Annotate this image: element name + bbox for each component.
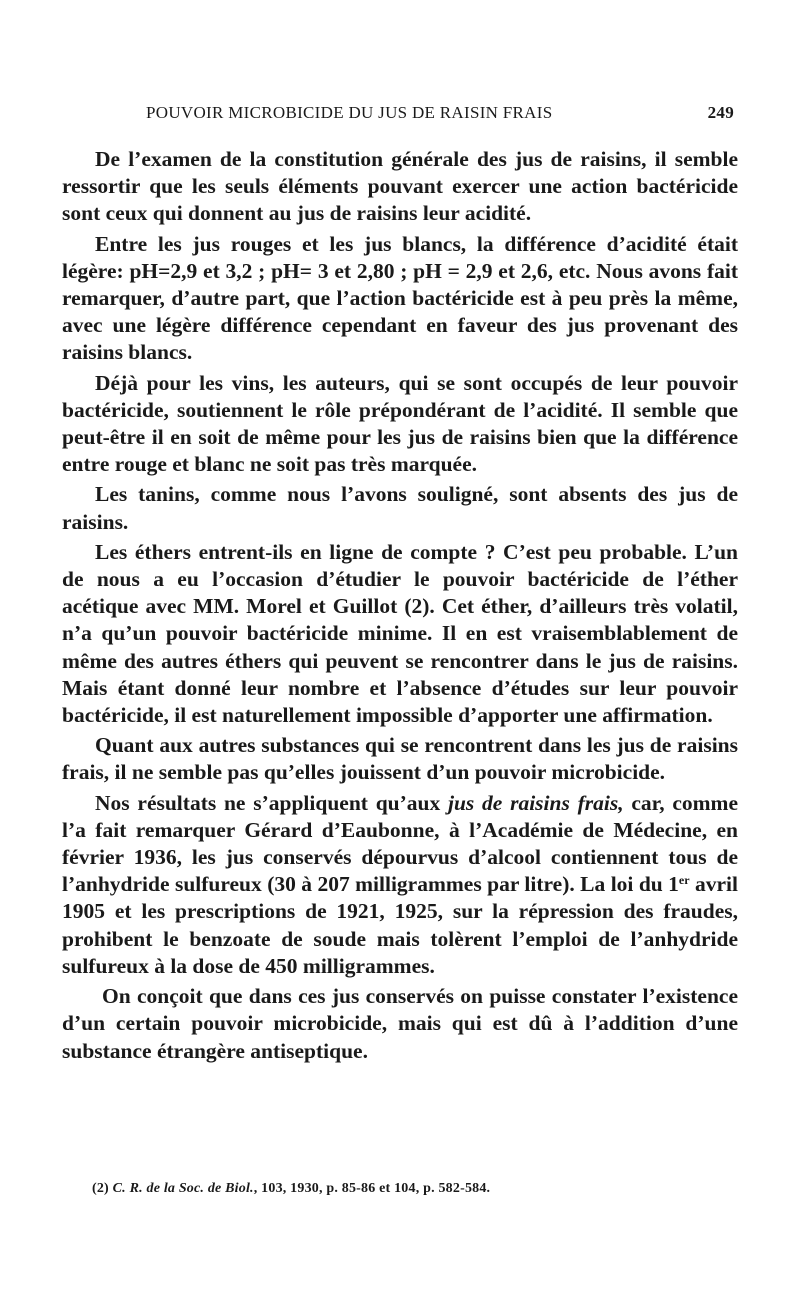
footnote-reference: C. R. de la Soc. de Biol. — [112, 1181, 254, 1196]
paragraph-7-text-b: car, comme l’a fait remarquer Gérard d’Eaubonne, à l’Académie de Médecine, en février 1936, les jus conservés dépourvus d’alcool contiennent tous de l’anhydride sulfureux (30 à 207 milligrammes par litre). La loi du 1 — [62, 790, 738, 897]
ordinal-superscript: er — [678, 873, 690, 888]
footnote-marker: (2) — [92, 1181, 109, 1196]
paragraph-1: De l’examen de la constitution générale des jus de raisins, il semble ressortir que les seuls éléments pouvant exercer une action bactéricide sont ceux qui donnent au jus de raisins leur acidité. — [62, 147, 738, 226]
paragraph-2: Entre les jus rouges et les jus blancs, la différence d’acidité était légère: pH=2,9 et 3,2 ; pH= 3 et 2,80 ; pH = 2,9 et 2,6, etc. Nous avons fait remarquer, d’autre part, que l’action bactéricide est à peu près la même, avec une légère différence cependant en faveur des jus provenant des raisins blancs. — [62, 231, 738, 365]
paragraph-7-text-a: Nos résultats ne s’appliquent qu’aux — [95, 790, 448, 815]
paragraph-7-text-c: avril 1905 et les prescriptions de 1921, 1925, sur la répression des fraudes, prohibent le benzoate de soude mais tolèrent l’emploi de l’anhydride sulfureux à la dose de 450 milligrammes. — [62, 872, 738, 978]
paragraph-7-emphasis: jus de raisins frais, — [447, 790, 624, 815]
page-number: 249 — [707, 103, 734, 122]
paragraph-4: Les tanins, comme nous l’avons souligné, sont absents des jus de raisins. — [62, 482, 738, 534]
paragraph-7 — [62, 790, 738, 980]
paragraph-5: Les éthers entrent-ils en ligne de compte ? C’est peu probable. L’un de nous a eu l’occasion d’étudier le pouvoir bactéricide de l’éther acétique avec MM. Morel et Guillot (2). Cet éther, d’ailleurs très volatil, n’a qu’un pouvoir bactéricide minime. Il en est vraisemblablement de même des autres éthers qui peuvent se rencontrer dans le jus de raisins. Mais étant donné leur nombre et l’absence d’études sur leur pouvoir bactéricide, il est naturellement impossible d’apporter une affirmation. — [62, 539, 738, 728]
paragraph-3: Déjà pour les vins, les auteurs, qui se sont occupés de leur pouvoir bactéricide, soutiennent le rôle prépondérant de l’acidité. Il semble que peut-être il en soit de même pour les jus de raisins bien que la différence entre rouge et blanc ne soit pas très marquée. — [62, 370, 738, 477]
footnote-details: , 103, 1930, p. 85-86 et 104, p. 582-584. — [253, 1181, 491, 1196]
paragraph-8: On conçoit que dans ces jus conservés on puisse constater l’existence d’un certain pouvoir microbicide, mais qui est dû à l’addition d’une substance étrangère antiseptique. — [62, 984, 738, 1063]
running-title: POUVOIR MICROBICIDE DU JUS DE RAISIN FRAIS — [146, 103, 553, 122]
paragraph-6: Quant aux autres substances qui se rencontrent dans les jus de raisins frais, il ne semble pas qu’elles jouissent d’un pouvoir microbicide. — [62, 733, 738, 785]
footnote — [92, 1181, 732, 1197]
body-text — [62, 146, 738, 1068]
